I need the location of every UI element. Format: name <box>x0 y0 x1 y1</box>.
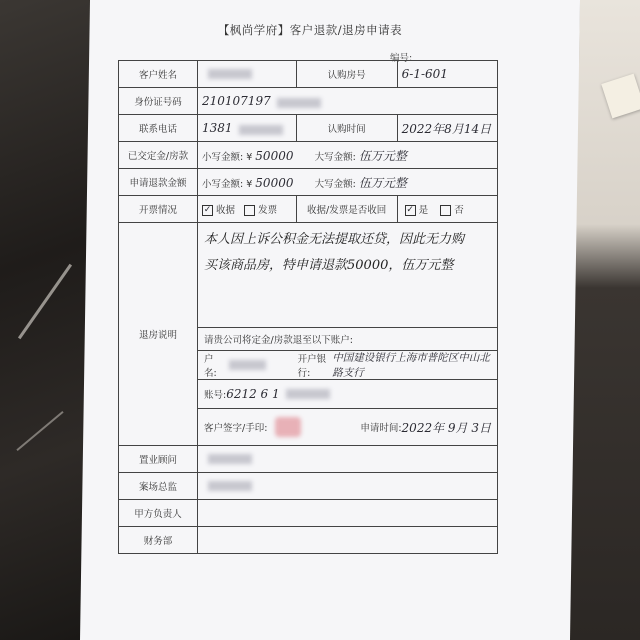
invoice-checkbox <box>244 205 255 216</box>
redacted-text <box>229 360 266 370</box>
refund-reason-cell <box>198 223 498 446</box>
account-name-row: 户名: 开户银行: 中国建设银行上海市普陀区中山北路支行 <box>198 350 497 379</box>
id-number-value: 210107197 <box>198 88 498 115</box>
party-a-signature <box>198 500 498 527</box>
phone-value: 1381 <box>198 115 297 142</box>
redacted-text <box>208 454 252 464</box>
fingerprint-stamp <box>275 417 301 437</box>
room-number-label: 认购房号 <box>296 61 397 88</box>
paid-small-amount: 50000 <box>255 148 294 163</box>
director-signature <box>198 473 498 500</box>
table-row <box>119 115 498 142</box>
recovered-options: ✓ 是 否 <box>397 196 497 223</box>
account-intro: 请贵公司将定金/房款退至以下账户: <box>198 327 497 350</box>
form-title: 【枫尚学府】客户退款/退房申请表 <box>217 23 403 37</box>
redacted-text <box>286 389 330 399</box>
recovered-label: 收据/发票是否收回 <box>296 196 397 223</box>
refund-big-amount: 伍万元整 <box>358 175 407 190</box>
table-row <box>119 88 498 115</box>
redacted-text <box>277 98 321 108</box>
purchase-time-label: 认购时间 <box>296 115 397 142</box>
table-row <box>119 61 498 88</box>
table-row <box>119 223 498 446</box>
apply-date: 2022年 9月 3日 <box>401 420 491 435</box>
refund-reason-label: 退房说明 <box>119 223 198 446</box>
refund-amount-value: 小写金额: ¥ 50000 大写金额: 伍万元整 <box>198 169 498 196</box>
invoice-status-label: 开票情况 <box>119 196 198 223</box>
refund-amount-label: 申请退款金额 <box>119 169 198 196</box>
purchase-time-value: 2022年8月14日 <box>397 115 497 142</box>
account-number-row: 账号: 6212 6 1 <box>198 379 497 408</box>
signature-row: 客户签字/手印: 申请时间: 2022年 9月 3日 <box>198 408 497 445</box>
finance-signature <box>198 527 498 554</box>
marble-vein <box>16 411 63 451</box>
consultant-label: 置业顾问 <box>119 446 198 473</box>
table-row <box>119 196 498 223</box>
paid-amount-label: 已交定金/房款 <box>119 142 198 169</box>
customer-name-label: 客户姓名 <box>119 61 198 88</box>
marble-vein <box>18 264 72 339</box>
receipt-checkbox-checked: ✓ <box>203 205 212 215</box>
paid-big-amount: 伍万元整 <box>358 148 407 163</box>
table-row <box>119 527 498 554</box>
no-checkbox <box>440 205 451 216</box>
redacted-text <box>208 481 252 491</box>
redacted-text <box>239 125 283 135</box>
director-label: 案场总监 <box>119 473 198 500</box>
table-row <box>119 473 498 500</box>
phone-label: 联系电话 <box>119 115 198 142</box>
invoice-options: ✓ 收据 发票 <box>198 196 297 223</box>
room-number-value: 6-1-601 <box>397 61 497 88</box>
table-row <box>119 142 498 169</box>
table-row <box>119 169 498 196</box>
party-a-label: 甲方负责人 <box>119 500 198 527</box>
bank-name: 中国建设银行上海市普陀区中山北路支行 <box>332 352 490 379</box>
consultant-signature <box>198 446 498 473</box>
yes-checkbox-checked: ✓ <box>406 205 414 215</box>
refund-form-table <box>118 60 498 554</box>
table-row <box>119 500 498 527</box>
redacted-text <box>208 69 252 79</box>
id-number-label: 身份证号码 <box>119 88 198 115</box>
refund-reason-text: 本人因上诉公积金无法提取还贷，因此无力购 买该商品房，特申请退款50000，伍万元整 <box>204 232 465 273</box>
finance-label: 财务部 <box>119 527 198 554</box>
refund-small-amount: 50000 <box>255 175 294 190</box>
customer-name-value <box>198 61 297 88</box>
table-row <box>119 446 498 473</box>
serial-number-label: 编号: <box>390 53 413 64</box>
account-number: 6212 6 1 <box>226 387 280 401</box>
paid-amount-value: 小写金额: ¥ 50000 大写金额: 伍万元整 <box>198 142 498 169</box>
